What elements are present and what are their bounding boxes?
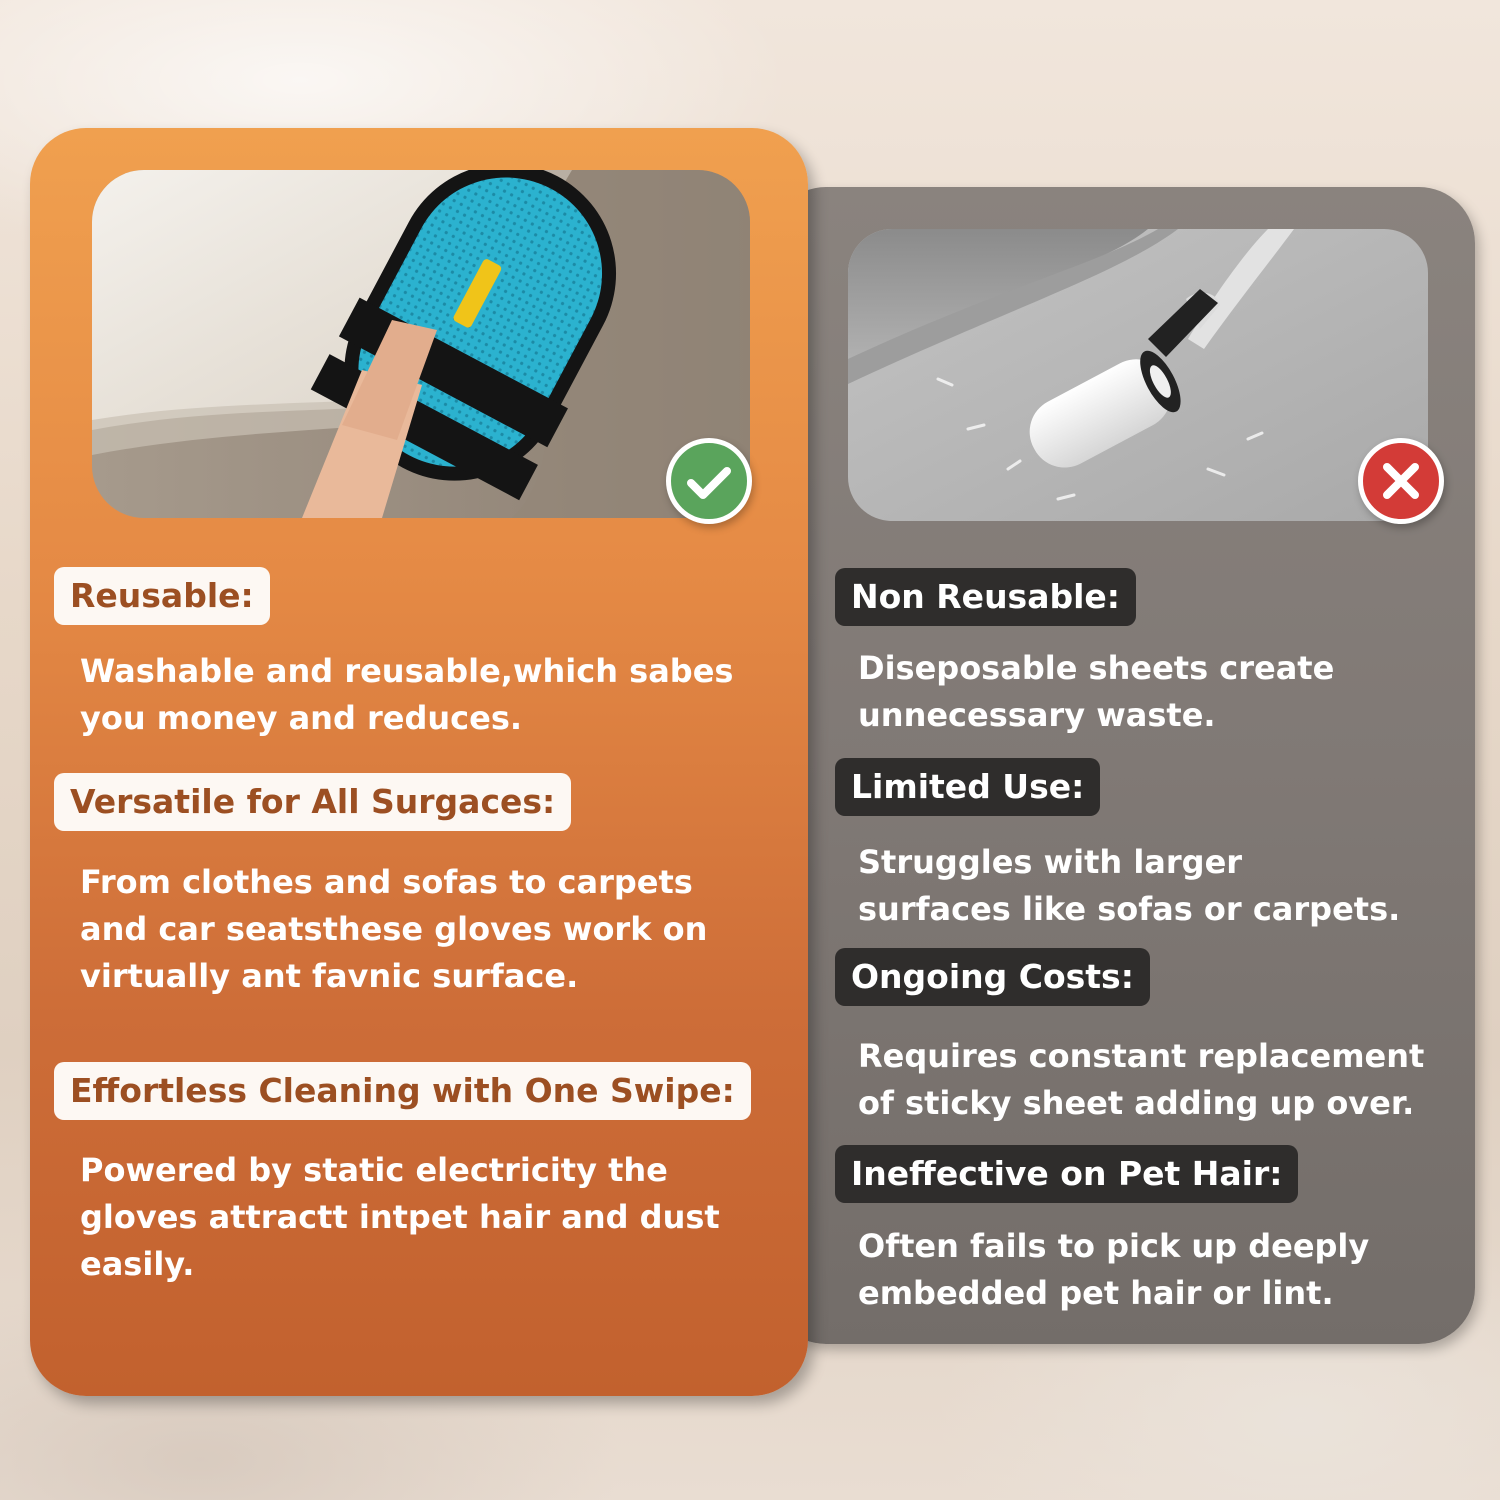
x-icon bbox=[1358, 438, 1444, 524]
feature-title-pet-hair: Ineffective on Pet Hair: bbox=[835, 1145, 1298, 1203]
feature-title-reusable: Reusable: bbox=[54, 567, 270, 625]
glove-photo bbox=[92, 170, 750, 518]
feature-title-effortless: Effortless Cleaning with One Swipe: bbox=[54, 1062, 751, 1120]
feature-text-ongoing-costs: Requires constant replacement of sticky sheet adding up over. bbox=[858, 1037, 1425, 1122]
check-icon bbox=[666, 438, 752, 524]
feature-title-ongoing-costs: Ongoing Costs: bbox=[835, 948, 1150, 1006]
feature-title-non-reusable: Non Reusable: bbox=[835, 568, 1136, 626]
feature-text-effortless: Powered by static electricity the gloves attractt intpet hair and dust easily. bbox=[80, 1151, 720, 1283]
feature-text-non-reusable: Diseposable sheets create unnecessary waste. bbox=[858, 649, 1335, 734]
lint-roller-photo bbox=[848, 229, 1428, 521]
feature-text-pet-hair: Often fails to pick up deeply embedded pet hair or lint. bbox=[858, 1227, 1370, 1312]
feature-title-versatile: Versatile for All Surgaces: bbox=[54, 773, 571, 831]
feature-title-limited-use: Limited Use: bbox=[835, 758, 1100, 816]
feature-text-reusable: Washable and reusable,which sabes you money and reduces. bbox=[80, 652, 734, 737]
feature-text-limited-use: Struggles with larger surfaces like sofas or carpets. bbox=[858, 843, 1401, 928]
feature-text-versatile: From clothes and sofas to carpets and car seatsthese gloves work on virtually ant favnic surface. bbox=[80, 863, 708, 995]
